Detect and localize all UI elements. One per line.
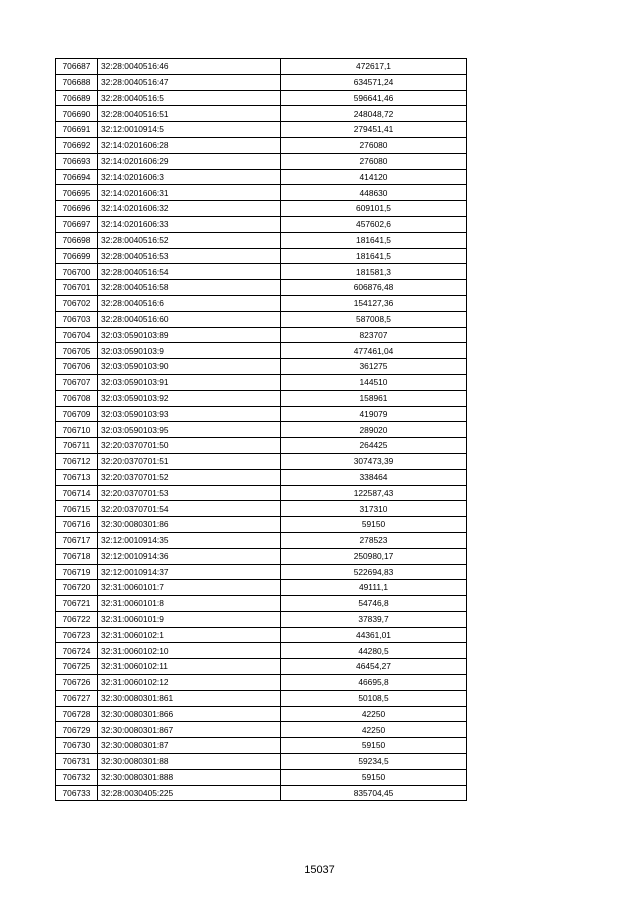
table-row xyxy=(56,501,467,517)
cadastral-number-cell: 32:30:0080301:86 xyxy=(98,517,281,533)
cadastral-number-cell: 32:20:0370701:51 xyxy=(98,453,281,469)
row-id-cell: 706701 xyxy=(56,280,98,296)
value-cell: 122587,43 xyxy=(281,485,467,501)
value-cell: 457602,6 xyxy=(281,216,467,232)
cadastral-number-cell: 32:03:0590103:92 xyxy=(98,390,281,406)
value-cell: 338464 xyxy=(281,469,467,485)
value-cell: 59150 xyxy=(281,769,467,785)
cadastral-number-cell: 32:28:0040516:60 xyxy=(98,311,281,327)
table-row xyxy=(56,532,467,548)
value-cell: 59150 xyxy=(281,738,467,754)
table-row xyxy=(56,453,467,469)
cadastral-number-cell: 32:28:0040516:58 xyxy=(98,280,281,296)
cadastral-number-cell: 32:28:0040516:6 xyxy=(98,295,281,311)
cadastral-number-cell: 32:28:0040516:46 xyxy=(98,59,281,75)
value-cell: 181641,5 xyxy=(281,232,467,248)
row-id-cell: 706707 xyxy=(56,374,98,390)
cadastral-number-cell: 32:14:0201606:32 xyxy=(98,201,281,217)
table-row xyxy=(56,611,467,627)
table-row xyxy=(56,675,467,691)
table-row xyxy=(56,422,467,438)
table-row xyxy=(56,580,467,596)
row-id-cell: 706710 xyxy=(56,422,98,438)
row-id-cell: 706704 xyxy=(56,327,98,343)
row-id-cell: 706689 xyxy=(56,90,98,106)
table-row xyxy=(56,374,467,390)
row-id-cell: 706729 xyxy=(56,722,98,738)
value-cell: 264425 xyxy=(281,438,467,454)
table-row xyxy=(56,185,467,201)
value-cell: 414120 xyxy=(281,169,467,185)
value-cell: 50108,5 xyxy=(281,690,467,706)
table-row xyxy=(56,690,467,706)
row-id-cell: 706732 xyxy=(56,769,98,785)
row-id-cell: 706687 xyxy=(56,59,98,75)
cadastral-number-cell: 32:31:0060102:11 xyxy=(98,659,281,675)
cadastral-number-cell: 32:14:0201606:3 xyxy=(98,169,281,185)
value-cell: 158961 xyxy=(281,390,467,406)
table-row xyxy=(56,280,467,296)
cadastral-number-cell: 32:20:0370701:54 xyxy=(98,501,281,517)
value-cell: 49111,1 xyxy=(281,580,467,596)
table-row xyxy=(56,517,467,533)
table-row xyxy=(56,248,467,264)
value-cell: 317310 xyxy=(281,501,467,517)
row-id-cell: 706723 xyxy=(56,627,98,643)
table-row xyxy=(56,264,467,280)
row-id-cell: 706731 xyxy=(56,754,98,770)
row-id-cell: 706696 xyxy=(56,201,98,217)
value-cell: 634571,24 xyxy=(281,74,467,90)
cadastral-number-cell: 32:14:0201606:33 xyxy=(98,216,281,232)
table-row xyxy=(56,643,467,659)
cadastral-number-cell: 32:03:0590103:90 xyxy=(98,359,281,375)
row-id-cell: 706720 xyxy=(56,580,98,596)
row-id-cell: 706713 xyxy=(56,469,98,485)
table-row xyxy=(56,359,467,375)
value-cell: 250980,17 xyxy=(281,548,467,564)
row-id-cell: 706693 xyxy=(56,153,98,169)
table-row xyxy=(56,706,467,722)
table-row xyxy=(56,232,467,248)
row-id-cell: 706712 xyxy=(56,453,98,469)
cadastral-number-cell: 32:31:0060101:9 xyxy=(98,611,281,627)
table-row xyxy=(56,469,467,485)
cadastral-number-cell: 32:30:0080301:888 xyxy=(98,769,281,785)
cadastral-number-cell: 32:31:0060102:10 xyxy=(98,643,281,659)
value-cell: 279451,41 xyxy=(281,122,467,138)
table-row xyxy=(56,564,467,580)
cadastral-number-cell: 32:28:0040516:5 xyxy=(98,90,281,106)
table-row xyxy=(56,738,467,754)
value-cell: 606876,48 xyxy=(281,280,467,296)
table-row xyxy=(56,90,467,106)
row-id-cell: 706711 xyxy=(56,438,98,454)
value-cell: 419079 xyxy=(281,406,467,422)
row-id-cell: 706705 xyxy=(56,343,98,359)
cadastral-number-cell: 32:03:0590103:93 xyxy=(98,406,281,422)
value-cell: 587008,5 xyxy=(281,311,467,327)
value-cell: 44280,5 xyxy=(281,643,467,659)
row-id-cell: 706733 xyxy=(56,785,98,801)
value-cell: 276080 xyxy=(281,153,467,169)
value-cell: 276080 xyxy=(281,137,467,153)
cadastral-number-cell: 32:03:0590103:9 xyxy=(98,343,281,359)
cadastral-number-cell: 32:03:0590103:95 xyxy=(98,422,281,438)
table-row xyxy=(56,390,467,406)
row-id-cell: 706708 xyxy=(56,390,98,406)
cadastral-number-cell: 32:30:0080301:866 xyxy=(98,706,281,722)
cadastral-number-cell: 32:28:0030405:225 xyxy=(98,785,281,801)
value-cell: 54746,8 xyxy=(281,596,467,612)
row-id-cell: 706692 xyxy=(56,137,98,153)
table-row xyxy=(56,769,467,785)
table-row xyxy=(56,785,467,801)
cadastral-number-cell: 32:30:0080301:867 xyxy=(98,722,281,738)
value-cell: 37839,7 xyxy=(281,611,467,627)
table-row xyxy=(56,295,467,311)
row-id-cell: 706699 xyxy=(56,248,98,264)
value-cell: 181641,5 xyxy=(281,248,467,264)
value-cell: 46454,27 xyxy=(281,659,467,675)
cadastral-number-cell: 32:20:0370701:53 xyxy=(98,485,281,501)
table-row xyxy=(56,122,467,138)
value-cell: 472617,1 xyxy=(281,59,467,75)
row-id-cell: 706700 xyxy=(56,264,98,280)
row-id-cell: 706722 xyxy=(56,611,98,627)
cadastral-number-cell: 32:20:0370701:52 xyxy=(98,469,281,485)
value-cell: 46695,8 xyxy=(281,675,467,691)
cadastral-number-cell: 32:12:0010914:35 xyxy=(98,532,281,548)
row-id-cell: 706695 xyxy=(56,185,98,201)
value-cell: 289020 xyxy=(281,422,467,438)
value-cell: 823707 xyxy=(281,327,467,343)
value-cell: 307473,39 xyxy=(281,453,467,469)
row-id-cell: 706697 xyxy=(56,216,98,232)
row-id-cell: 706714 xyxy=(56,485,98,501)
page-number: 15037 xyxy=(304,864,335,876)
value-cell: 609101,5 xyxy=(281,201,467,217)
value-cell: 448630 xyxy=(281,185,467,201)
value-cell: 248048,72 xyxy=(281,106,467,122)
cadastral-number-cell: 32:31:0060101:8 xyxy=(98,596,281,612)
value-cell: 522694,83 xyxy=(281,564,467,580)
value-cell: 144510 xyxy=(281,374,467,390)
row-id-cell: 706721 xyxy=(56,596,98,612)
cadastral-number-cell: 32:20:0370701:50 xyxy=(98,438,281,454)
table-row xyxy=(56,406,467,422)
table-body xyxy=(56,59,467,801)
row-id-cell: 706706 xyxy=(56,359,98,375)
table-row xyxy=(56,722,467,738)
table-row xyxy=(56,659,467,675)
cadastral-number-cell: 32:31:0060101:7 xyxy=(98,580,281,596)
cadastral-number-cell: 32:14:0201606:31 xyxy=(98,185,281,201)
row-id-cell: 706715 xyxy=(56,501,98,517)
cadastral-number-cell: 32:14:0201606:29 xyxy=(98,153,281,169)
row-id-cell: 706688 xyxy=(56,74,98,90)
value-cell: 278523 xyxy=(281,532,467,548)
row-id-cell: 706702 xyxy=(56,295,98,311)
cadastral-number-cell: 32:14:0201606:28 xyxy=(98,137,281,153)
cadastral-number-cell: 32:31:0060102:12 xyxy=(98,675,281,691)
row-id-cell: 706717 xyxy=(56,532,98,548)
cadastral-number-cell: 32:12:0010914:5 xyxy=(98,122,281,138)
value-cell: 59150 xyxy=(281,517,467,533)
cadastral-number-cell: 32:03:0590103:91 xyxy=(98,374,281,390)
row-id-cell: 706694 xyxy=(56,169,98,185)
table-row xyxy=(56,311,467,327)
cadastral-number-cell: 32:28:0040516:53 xyxy=(98,248,281,264)
cadastral-number-cell: 32:12:0010914:36 xyxy=(98,548,281,564)
value-cell: 154127,36 xyxy=(281,295,467,311)
value-cell: 361275 xyxy=(281,359,467,375)
cadastral-number-cell: 32:12:0010914:37 xyxy=(98,564,281,580)
row-id-cell: 706728 xyxy=(56,706,98,722)
value-cell: 181581,3 xyxy=(281,264,467,280)
row-id-cell: 706709 xyxy=(56,406,98,422)
value-cell: 42250 xyxy=(281,722,467,738)
cadastral-number-cell: 32:30:0080301:88 xyxy=(98,754,281,770)
value-cell: 59234,5 xyxy=(281,754,467,770)
row-id-cell: 706716 xyxy=(56,517,98,533)
row-id-cell: 706718 xyxy=(56,548,98,564)
table-row xyxy=(56,485,467,501)
table-row xyxy=(56,169,467,185)
table-row xyxy=(56,153,467,169)
row-id-cell: 706724 xyxy=(56,643,98,659)
cadastral-number-cell: 32:28:0040516:52 xyxy=(98,232,281,248)
row-id-cell: 706726 xyxy=(56,675,98,691)
table-row xyxy=(56,343,467,359)
value-cell: 596641,46 xyxy=(281,90,467,106)
table-row xyxy=(56,106,467,122)
value-cell: 477461,04 xyxy=(281,343,467,359)
table-row xyxy=(56,216,467,232)
row-id-cell: 706727 xyxy=(56,690,98,706)
row-id-cell: 706703 xyxy=(56,311,98,327)
table-row xyxy=(56,438,467,454)
row-id-cell: 706690 xyxy=(56,106,98,122)
table-row xyxy=(56,548,467,564)
table-row xyxy=(56,596,467,612)
value-cell: 44361,01 xyxy=(281,627,467,643)
row-id-cell: 706730 xyxy=(56,738,98,754)
table-row xyxy=(56,754,467,770)
table-row xyxy=(56,627,467,643)
table-row xyxy=(56,327,467,343)
cadastral-number-cell: 32:03:0590103:89 xyxy=(98,327,281,343)
data-table xyxy=(55,58,467,801)
cadastral-number-cell: 32:31:0060102:1 xyxy=(98,627,281,643)
table-row xyxy=(56,74,467,90)
cadastral-number-cell: 32:28:0040516:54 xyxy=(98,264,281,280)
row-id-cell: 706719 xyxy=(56,564,98,580)
cadastral-number-cell: 32:30:0080301:861 xyxy=(98,690,281,706)
value-cell: 42250 xyxy=(281,706,467,722)
table-row xyxy=(56,201,467,217)
row-id-cell: 706698 xyxy=(56,232,98,248)
row-id-cell: 706725 xyxy=(56,659,98,675)
table-row xyxy=(56,59,467,75)
value-cell: 835704,45 xyxy=(281,785,467,801)
cadastral-number-cell: 32:30:0080301:87 xyxy=(98,738,281,754)
table-row xyxy=(56,137,467,153)
row-id-cell: 706691 xyxy=(56,122,98,138)
cadastral-number-cell: 32:28:0040516:51 xyxy=(98,106,281,122)
cadastral-number-cell: 32:28:0040516:47 xyxy=(98,74,281,90)
